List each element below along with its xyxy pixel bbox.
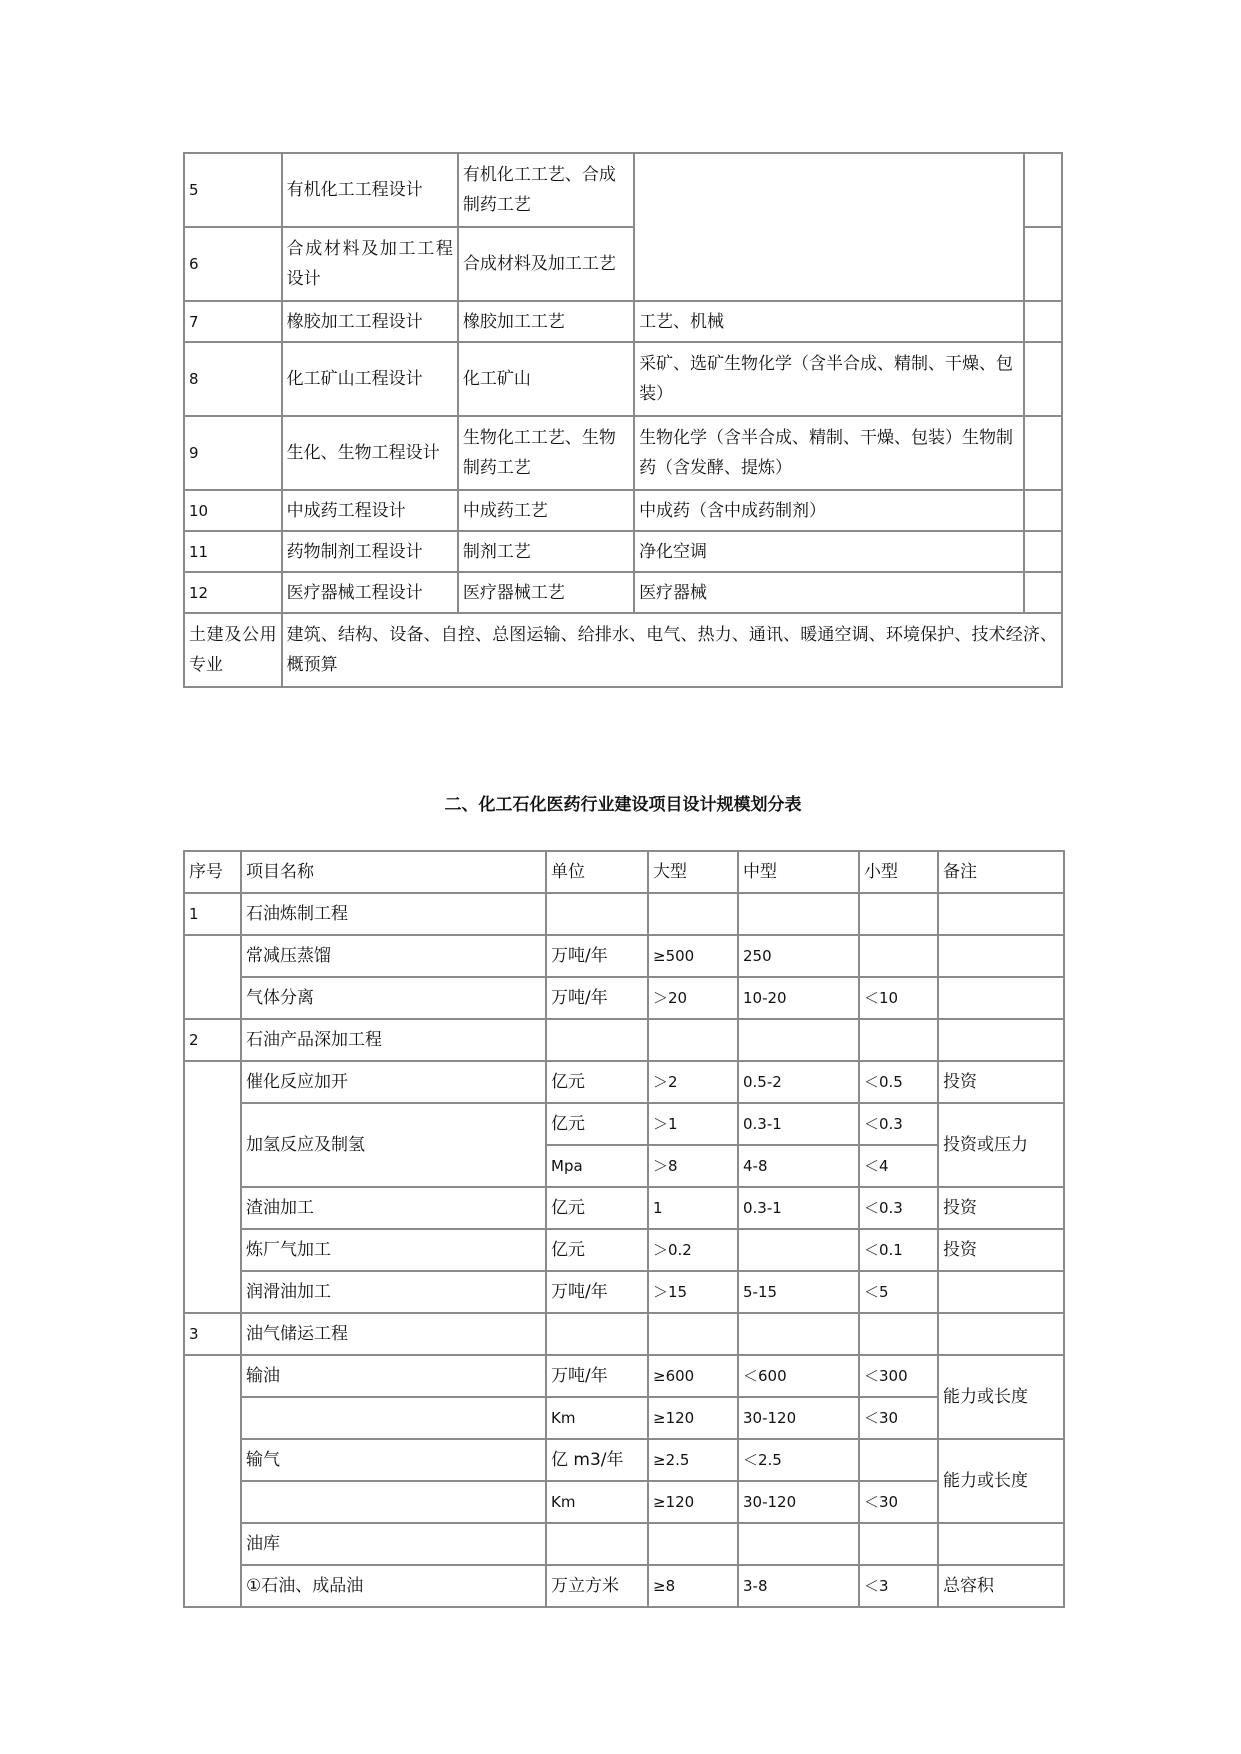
row-number — [184, 935, 241, 1019]
row-number: 9 — [184, 416, 282, 490]
scope-cell: 医疗器械 — [634, 572, 1024, 613]
large-cell: ≥500 — [648, 935, 738, 977]
unit-cell — [546, 1523, 648, 1565]
table-row — [184, 1229, 1064, 1271]
row-number: 3 — [184, 1313, 241, 1355]
scope-cell: 中成药（含中成药制剂） — [634, 490, 1024, 531]
note-cell: 总容积 — [938, 1565, 1064, 1607]
medium-cell: 0.3-1 — [738, 1187, 859, 1229]
medium-cell: 0.3-1 — [738, 1103, 859, 1145]
large-cell: ≥600 — [648, 1355, 738, 1397]
medium-cell: 4-8 — [738, 1145, 859, 1187]
project-name: 炼厂气加工 — [241, 1229, 546, 1271]
small-cell: ＜5 — [859, 1271, 938, 1313]
blank-cell — [1024, 490, 1062, 531]
unit-cell — [546, 1313, 648, 1355]
small-cell — [859, 1019, 938, 1061]
header-medium: 中型 — [738, 851, 859, 893]
table-row — [184, 1019, 1064, 1061]
note-cell — [938, 1271, 1064, 1313]
scope-cell: 净化空调 — [634, 531, 1024, 572]
note-cell: 能力或长度 — [938, 1439, 1064, 1523]
scope-cell — [634, 153, 1024, 301]
small-cell: ＜300 — [859, 1355, 938, 1397]
small-cell: ＜0.3 — [859, 1103, 938, 1145]
row-number — [184, 1061, 241, 1313]
medium-cell: ＜2.5 — [738, 1439, 859, 1481]
process-name: 生物化工工艺、生物制药工艺 — [458, 416, 634, 490]
unit-cell: 亿元 — [546, 1229, 648, 1271]
project-name: 生化、生物工程设计 — [282, 416, 458, 490]
note-cell — [938, 1523, 1064, 1565]
project-name — [241, 1397, 546, 1439]
header-no: 序号 — [184, 851, 241, 893]
table-row — [184, 1523, 1064, 1565]
process-name: 化工矿山 — [458, 342, 634, 416]
small-cell: ＜0.1 — [859, 1229, 938, 1271]
scope-cell: 工艺、机械 — [634, 301, 1024, 342]
large-cell: ≥2.5 — [648, 1439, 738, 1481]
project-name: 石油产品深加工程 — [241, 1019, 546, 1061]
unit-cell: 万吨/年 — [546, 1271, 648, 1313]
large-cell: ≥8 — [648, 1565, 738, 1607]
project-name: 中成药工程设计 — [282, 490, 458, 531]
table-row — [184, 1187, 1064, 1229]
row-number — [184, 1355, 241, 1607]
process-name: 制剂工艺 — [458, 531, 634, 572]
header-large: 大型 — [648, 851, 738, 893]
medium-cell — [738, 1019, 859, 1061]
scope-cell: 生物化学（含半合成、精制、干燥、包装）生物制药（含发酵、提炼） — [634, 416, 1024, 490]
header-note: 备注 — [938, 851, 1064, 893]
small-cell — [859, 1313, 938, 1355]
row-number: 11 — [184, 531, 282, 572]
project-name: 输油 — [241, 1355, 546, 1397]
project-name: 医疗器械工程设计 — [282, 572, 458, 613]
unit-cell: Km — [546, 1397, 648, 1439]
small-cell: ＜30 — [859, 1481, 938, 1523]
note-cell — [938, 893, 1064, 935]
row-number: 5 — [184, 153, 282, 227]
project-name: 催化反应加开 — [241, 1061, 546, 1103]
project-name: 气体分离 — [241, 977, 546, 1019]
medium-cell: 30-120 — [738, 1397, 859, 1439]
large-cell — [648, 1313, 738, 1355]
unit-cell: 亿元 — [546, 1187, 648, 1229]
row-number: 1 — [184, 893, 241, 935]
note-cell: 投资 — [938, 1229, 1064, 1271]
small-cell — [859, 893, 938, 935]
unit-cell: 亿 m3/年 — [546, 1439, 648, 1481]
small-cell: ＜10 — [859, 977, 938, 1019]
project-name: 油气储运工程 — [241, 1313, 546, 1355]
note-cell: 能力或长度 — [938, 1355, 1064, 1439]
note-cell: 投资 — [938, 1061, 1064, 1103]
large-cell: ＞0.2 — [648, 1229, 738, 1271]
project-name: 油库 — [241, 1523, 546, 1565]
table-row — [184, 1439, 1064, 1481]
table-row — [184, 613, 1062, 687]
table-row — [184, 1565, 1064, 1607]
table-row — [184, 153, 1062, 227]
table-row — [184, 1397, 1064, 1439]
project-name: ①石油、成品油 — [241, 1565, 546, 1607]
large-cell: ＞2 — [648, 1061, 738, 1103]
table-row — [184, 1103, 1064, 1145]
medium-cell — [738, 1523, 859, 1565]
unit-cell: 万吨/年 — [546, 935, 648, 977]
civil-label: 土建及公用专业 — [184, 613, 282, 687]
table-row — [184, 301, 1062, 342]
project-name: 药物制剂工程设计 — [282, 531, 458, 572]
row-number: 7 — [184, 301, 282, 342]
unit-cell: Mpa — [546, 1145, 648, 1187]
table-row — [184, 977, 1064, 1019]
project-name: 合成材料及加工工程设计 — [282, 227, 458, 301]
process-name: 医疗器械工艺 — [458, 572, 634, 613]
note-cell — [938, 977, 1064, 1019]
project-name: 橡胶加工工程设计 — [282, 301, 458, 342]
project-name: 输气 — [241, 1439, 546, 1481]
table-row — [184, 1355, 1064, 1397]
unit-cell — [546, 1019, 648, 1061]
small-cell: ＜3 — [859, 1565, 938, 1607]
table-row — [184, 893, 1064, 935]
project-name: 加氢反应及制氢 — [241, 1103, 546, 1187]
large-cell — [648, 1523, 738, 1565]
project-name: 化工矿山工程设计 — [282, 342, 458, 416]
table-row — [184, 490, 1062, 531]
process-name: 中成药工艺 — [458, 490, 634, 531]
project-name: 有机化工工程设计 — [282, 153, 458, 227]
table-row — [184, 531, 1062, 572]
medium-cell — [738, 1229, 859, 1271]
medium-cell: 10-20 — [738, 977, 859, 1019]
small-cell — [859, 935, 938, 977]
header-row — [184, 851, 1064, 893]
small-cell — [859, 1439, 938, 1481]
scale-classification-table — [183, 850, 1065, 1608]
header-name: 项目名称 — [241, 851, 546, 893]
large-cell — [648, 1019, 738, 1061]
process-name: 有机化工工艺、合成制药工艺 — [458, 153, 634, 227]
large-cell: ≥120 — [648, 1481, 738, 1523]
table-row — [184, 1061, 1064, 1103]
unit-cell — [546, 893, 648, 935]
row-number: 6 — [184, 227, 282, 301]
medium-cell: 30-120 — [738, 1481, 859, 1523]
blank-cell — [1024, 342, 1062, 416]
blank-cell — [1024, 572, 1062, 613]
table-row — [184, 935, 1064, 977]
table-row — [184, 342, 1062, 416]
project-name: 石油炼制工程 — [241, 893, 546, 935]
note-cell — [938, 935, 1064, 977]
row-number: 10 — [184, 490, 282, 531]
unit-cell: Km — [546, 1481, 648, 1523]
blank-cell — [1024, 301, 1062, 342]
medium-cell — [738, 1313, 859, 1355]
note-cell — [938, 1019, 1064, 1061]
medium-cell: ＜600 — [738, 1355, 859, 1397]
small-cell: ＜0.5 — [859, 1061, 938, 1103]
row-number: 8 — [184, 342, 282, 416]
unit-cell: 亿元 — [546, 1061, 648, 1103]
medium-cell: 250 — [738, 935, 859, 977]
civil-content: 建筑、结构、设备、自控、总图运输、给排水、电气、热力、通讯、暖通空调、环境保护、技术经济、概预算 — [282, 613, 1062, 687]
large-cell: ＞20 — [648, 977, 738, 1019]
row-number: 12 — [184, 572, 282, 613]
project-name — [241, 1481, 546, 1523]
medium-cell: 3-8 — [738, 1565, 859, 1607]
scope-cell: 采矿、选矿生物化学（含半合成、精制、干燥、包装） — [634, 342, 1024, 416]
section-title: 二、化工石化医药行业建设项目设计规模划分表 — [444, 795, 802, 815]
unit-cell: 万立方米 — [546, 1565, 648, 1607]
blank-cell — [1024, 416, 1062, 490]
table-row — [184, 1481, 1064, 1523]
medium-cell: 5-15 — [738, 1271, 859, 1313]
process-name: 合成材料及加工工艺 — [458, 227, 634, 301]
header-unit: 单位 — [546, 851, 648, 893]
small-cell — [859, 1523, 938, 1565]
blank-cell — [1024, 531, 1062, 572]
small-cell: ＜4 — [859, 1145, 938, 1187]
large-cell: ＞8 — [648, 1145, 738, 1187]
row-number: 2 — [184, 1019, 241, 1061]
note-cell: 投资或压力 — [938, 1103, 1064, 1187]
table-row — [184, 416, 1062, 490]
large-cell: ＞15 — [648, 1271, 738, 1313]
project-name: 常减压蒸馏 — [241, 935, 546, 977]
large-cell — [648, 893, 738, 935]
project-name: 渣油加工 — [241, 1187, 546, 1229]
large-cell: ＞1 — [648, 1103, 738, 1145]
blank-cell — [1024, 153, 1062, 227]
project-name: 润滑油加工 — [241, 1271, 546, 1313]
blank-cell — [1024, 227, 1062, 301]
process-name: 橡胶加工工艺 — [458, 301, 634, 342]
note-cell: 投资 — [938, 1187, 1064, 1229]
table-row — [184, 1271, 1064, 1313]
header-small: 小型 — [859, 851, 938, 893]
large-cell: ≥120 — [648, 1397, 738, 1439]
table-row — [184, 1313, 1064, 1355]
table-row — [184, 572, 1062, 613]
design-scope-table — [183, 152, 1063, 688]
large-cell: 1 — [648, 1187, 738, 1229]
unit-cell: 万吨/年 — [546, 977, 648, 1019]
small-cell: ＜0.3 — [859, 1187, 938, 1229]
medium-cell: 0.5-2 — [738, 1061, 859, 1103]
medium-cell — [738, 893, 859, 935]
small-cell: ＜30 — [859, 1397, 938, 1439]
note-cell — [938, 1313, 1064, 1355]
unit-cell: 亿元 — [546, 1103, 648, 1145]
unit-cell: 万吨/年 — [546, 1355, 648, 1397]
